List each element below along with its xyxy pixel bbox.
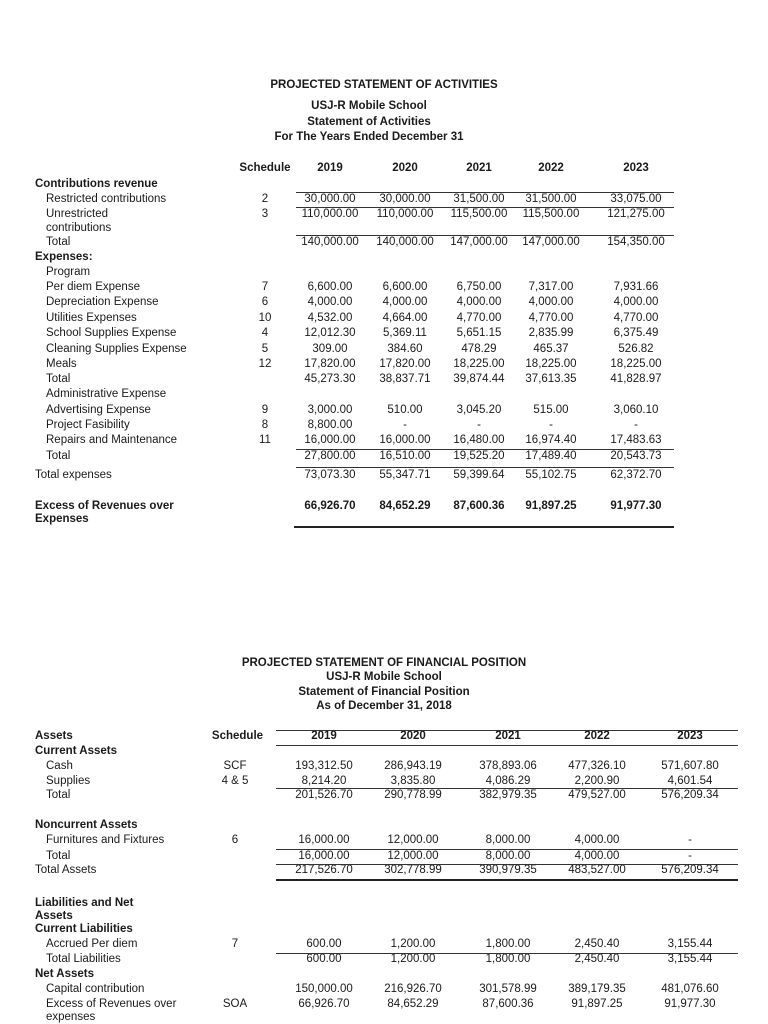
value-cell: 18,225.00: [610, 358, 662, 370]
value-cell: 600.00: [306, 938, 342, 950]
value-cell: 66,926.70: [304, 500, 356, 512]
value-cell: 1,200.00: [390, 938, 436, 950]
value-cell: 33,075.00: [610, 193, 662, 205]
value-cell: 4,664.00: [382, 312, 428, 324]
soa-org: USJ-R Mobile School: [311, 100, 427, 112]
value-cell: 478.29: [461, 343, 497, 355]
divider-line: [296, 449, 674, 450]
value-cell: 91,977.30: [610, 500, 662, 512]
section-label: Liabilities and Net: [35, 897, 134, 909]
schedule-ref: 3: [261, 208, 269, 220]
divider-line: [296, 207, 674, 208]
row-label: Unrestricted: [46, 208, 108, 220]
value-cell: 140,000.00: [301, 236, 359, 248]
schedule-header: Schedule: [239, 162, 291, 174]
row-label: Total: [46, 236, 71, 248]
year-header: 2020: [392, 162, 418, 174]
row-label: Furnitures and Fixtures: [46, 834, 165, 846]
row-label: Supplies: [46, 775, 91, 787]
divider-line: [296, 235, 674, 236]
value-cell: 4,532.00: [307, 312, 353, 324]
value-cell: 84,652.29: [387, 998, 439, 1010]
value-cell: 4,000.00: [307, 296, 353, 308]
value-cell: 55,102.75: [525, 469, 577, 481]
value-cell: 45,273.30: [304, 373, 356, 385]
value-cell: 17,820.00: [379, 358, 431, 370]
value-cell: 7,931.66: [613, 281, 659, 293]
value-cell: 481,076.60: [661, 983, 719, 995]
row-label: Total expenses: [35, 469, 112, 481]
value-cell: 477,326.10: [568, 760, 626, 772]
value-cell: 110,000.00: [376, 208, 434, 220]
value-cell: 147,000.00: [450, 236, 508, 248]
schedule-ref: 2: [261, 193, 269, 205]
value-cell: 91,897.25: [525, 500, 577, 512]
value-cell: 17,489.40: [525, 450, 577, 462]
value-cell: 2,450.40: [574, 953, 620, 965]
value-cell: 73,073.30: [304, 469, 356, 481]
value-cell: 290,778.99: [384, 789, 442, 801]
divider-line: [276, 864, 738, 865]
soa-subtitle: Statement of Activities: [307, 116, 431, 128]
value-cell: 66,926.70: [298, 998, 350, 1010]
schedule-ref: SOA: [222, 998, 248, 1010]
value-cell: 91,977.30: [664, 998, 716, 1010]
row-label: Expenses: [35, 513, 89, 525]
year-header: 2019: [311, 730, 337, 742]
row-label: Restricted contributions: [46, 193, 167, 205]
row-label: Repairs and Maintenance: [46, 434, 178, 446]
value-cell: 193,312.50: [295, 760, 353, 772]
value-cell: 2,835.99: [528, 327, 574, 339]
value-cell: 38,837.71: [379, 373, 431, 385]
row-label: Administrative Expense: [46, 388, 167, 400]
section-label: Assets: [35, 730, 73, 742]
value-cell: 115,500.00: [522, 208, 580, 220]
value-cell: 6,375.49: [613, 327, 659, 339]
value-cell: 121,275.00: [607, 208, 665, 220]
divider-line: [276, 849, 738, 850]
row-label: Depreciation Expense: [46, 296, 159, 308]
value-cell: 6,600.00: [382, 281, 428, 293]
value-cell: 20,543.73: [610, 450, 662, 462]
schedule-ref: 6: [231, 834, 239, 846]
row-label: Meals: [46, 358, 77, 370]
value-cell: 4,000.00: [456, 296, 502, 308]
schedule-ref: 11: [259, 434, 271, 446]
value-cell: 8,000.00: [485, 834, 531, 846]
value-cell: 576,209.34: [661, 789, 719, 801]
value-cell: 309.00: [312, 343, 348, 355]
value-cell: 31,500.00: [525, 193, 577, 205]
value-cell: 4,086.29: [485, 775, 531, 787]
value-cell: 16,000.00: [298, 834, 350, 846]
divider-line: [296, 467, 674, 468]
soa-heading: PROJECTED STATEMENT OF ACTIVITIES: [270, 79, 498, 91]
value-cell: 147,000.00: [522, 236, 580, 248]
value-cell: 600.00: [306, 953, 342, 965]
row-label: Total: [46, 450, 71, 462]
value-cell: 4,000.00: [574, 850, 620, 862]
value-cell: 4,770.00: [528, 312, 574, 324]
value-cell: 37,613.35: [525, 373, 577, 385]
value-cell: 4,000.00: [382, 296, 428, 308]
schedule-ref: 9: [261, 404, 269, 416]
value-cell: 16,510.00: [379, 450, 431, 462]
value-cell: 27,800.00: [304, 450, 356, 462]
value-cell: 16,974.40: [525, 434, 577, 446]
value-cell: 389,179.35: [568, 983, 626, 995]
divider-line: [276, 745, 738, 746]
year-header: 2019: [317, 162, 343, 174]
value-cell: 4,770.00: [613, 312, 659, 324]
row-label: Cash: [46, 760, 73, 772]
year-header: 2021: [466, 162, 492, 174]
row-label: Total: [46, 373, 71, 385]
value-cell: 8,000.00: [485, 850, 531, 862]
schedule-ref: 5: [261, 343, 269, 355]
value-cell: 1,800.00: [485, 938, 531, 950]
row-label: Utilities Expenses: [46, 312, 137, 324]
section-label: Current Assets: [35, 745, 118, 757]
value-cell: 18,225.00: [453, 358, 505, 370]
value-cell: 2,450.40: [574, 938, 620, 950]
year-header: 2022: [538, 162, 564, 174]
value-cell: 7,317.00: [528, 281, 574, 293]
value-cell: 154,350.00: [607, 236, 665, 248]
row-label: Total: [46, 850, 71, 862]
value-cell: 483,527.00: [568, 864, 626, 876]
value-cell: 110,000.00: [301, 208, 359, 220]
value-cell: 1,200.00: [390, 953, 436, 965]
value-cell: 19,525.20: [453, 450, 505, 462]
value-cell: 16,000.00: [298, 850, 350, 862]
value-cell: 479,527.00: [568, 789, 626, 801]
value-cell: 3,835.80: [390, 775, 436, 787]
schedule-ref: 10: [258, 312, 272, 324]
value-cell: 390,979.35: [479, 864, 537, 876]
value-cell: 16,480.00: [453, 434, 505, 446]
value-cell: 17,820.00: [304, 358, 356, 370]
value-cell: 302,778.99: [384, 864, 442, 876]
schedule-ref: 8: [261, 419, 269, 431]
divider-line: [276, 953, 738, 954]
row-label: Total: [46, 789, 71, 801]
row-label: Excess of Revenues over: [46, 998, 177, 1010]
row-label: Advertising Expense: [46, 404, 151, 416]
value-cell: 12,000.00: [387, 850, 439, 862]
value-cell: 378,893.06: [479, 760, 537, 772]
value-cell: 3,060.10: [613, 404, 659, 416]
row-label: Capital contribution: [46, 983, 145, 995]
value-cell: 3,000.00: [307, 404, 353, 416]
value-cell: 87,600.36: [453, 500, 505, 512]
row-label: Cleaning Supplies Expense: [46, 343, 187, 355]
row-label: expenses: [46, 1011, 96, 1023]
value-cell: 6,750.00: [456, 281, 502, 293]
year-header: 2023: [623, 162, 649, 174]
value-cell: 384.60: [387, 343, 423, 355]
year-header: 2023: [677, 730, 703, 742]
value-cell: 12,012.30: [304, 327, 356, 339]
row-label: Total Liabilities: [46, 953, 121, 965]
section-label: Expenses:: [35, 251, 93, 263]
schedule-ref: SCF: [223, 760, 247, 772]
value-cell: 17,483.63: [610, 434, 662, 446]
value-cell: 465.37: [533, 343, 569, 355]
row-label: School Supplies Expense: [46, 327, 177, 339]
value-cell: -: [477, 419, 481, 431]
value-cell: 16,000.00: [304, 434, 356, 446]
value-cell: 515.00: [533, 404, 569, 416]
value-cell: 84,652.29: [379, 500, 431, 512]
sfp-subtitle: Statement of Financial Position: [298, 686, 470, 698]
section-label: Net Assets: [35, 968, 95, 980]
row-label: Accrued Per diem: [46, 938, 138, 950]
value-cell: -: [549, 419, 553, 431]
value-cell: 4,000.00: [574, 834, 620, 846]
divider-line: [294, 526, 674, 528]
value-cell: 39,874.44: [453, 373, 505, 385]
value-cell: -: [634, 419, 638, 431]
schedule-ref: 7: [231, 938, 239, 950]
value-cell: 510.00: [387, 404, 423, 416]
section-label: Assets: [35, 910, 73, 922]
sfp-org: USJ-R Mobile School: [326, 671, 442, 683]
section-label: Contributions revenue: [35, 178, 158, 190]
value-cell: 382,979.35: [479, 789, 537, 801]
row-label: Project Fasibility: [46, 419, 130, 431]
section-label: Current Liabilities: [35, 923, 133, 935]
row-label: Per diem Expense: [46, 281, 140, 293]
value-cell: 91,897.25: [571, 998, 623, 1010]
row-label: Excess of Revenues over: [35, 500, 174, 512]
divider-line: [296, 192, 674, 193]
value-cell: -: [403, 419, 407, 431]
schedule-ref: 7: [261, 281, 269, 293]
value-cell: 2,200.90: [574, 775, 620, 787]
value-cell: 216,926.70: [384, 983, 442, 995]
schedule-ref: 12: [258, 358, 272, 370]
value-cell: -: [688, 850, 692, 862]
schedule-ref: 6: [261, 296, 269, 308]
value-cell: 1,800.00: [485, 953, 531, 965]
value-cell: 571,607.80: [661, 760, 719, 772]
schedule-ref: 4 & 5: [221, 775, 249, 787]
value-cell: 18,225.00: [525, 358, 577, 370]
value-cell: 8,214.20: [301, 775, 347, 787]
value-cell: 115,500.00: [450, 208, 508, 220]
divider-line: [276, 788, 738, 789]
value-cell: 16,000.00: [379, 434, 431, 446]
value-cell: 140,000.00: [376, 236, 434, 248]
value-cell: 30,000.00: [304, 193, 356, 205]
row-label: Program: [46, 266, 91, 278]
value-cell: 4,000.00: [528, 296, 574, 308]
year-header: 2020: [400, 730, 426, 742]
value-cell: -: [688, 834, 692, 846]
value-cell: 286,943.19: [384, 760, 442, 772]
sfp-period: As of December 31, 2018: [316, 700, 452, 712]
section-label: Noncurrent Assets: [35, 819, 138, 831]
divider-line: [276, 730, 738, 731]
value-cell: 87,600.36: [482, 998, 534, 1010]
value-cell: 31,500.00: [453, 193, 505, 205]
year-header: 2022: [584, 730, 610, 742]
value-cell: 526.82: [618, 343, 654, 355]
value-cell: 3,045.20: [456, 404, 502, 416]
value-cell: 150,000.00: [295, 983, 353, 995]
divider-line: [276, 879, 738, 881]
value-cell: 62,372.70: [610, 469, 662, 481]
value-cell: 55,347.71: [379, 469, 431, 481]
schedule-ref: 4: [261, 327, 269, 339]
value-cell: 6,600.00: [307, 281, 353, 293]
sfp-heading: PROJECTED STATEMENT OF FINANCIAL POSITION: [241, 657, 527, 669]
row-label: Total Assets: [35, 864, 97, 876]
value-cell: 41,828.97: [610, 373, 662, 385]
value-cell: 4,601.54: [667, 775, 713, 787]
value-cell: 4,000.00: [613, 296, 659, 308]
value-cell: 301,578.99: [479, 983, 537, 995]
schedule-header: Schedule: [211, 730, 264, 742]
year-header: 2021: [495, 730, 521, 742]
value-cell: 12,000.00: [387, 834, 439, 846]
value-cell: 201,526.70: [295, 789, 353, 801]
value-cell: 576,209.34: [661, 864, 719, 876]
value-cell: 59,399.64: [453, 469, 505, 481]
value-cell: 217,526.70: [295, 864, 353, 876]
row-label: contributions: [46, 222, 112, 234]
soa-period: For The Years Ended December 31: [274, 131, 464, 143]
value-cell: 3,155.44: [667, 953, 713, 965]
value-cell: 3,155.44: [667, 938, 713, 950]
value-cell: 5,369.11: [383, 327, 427, 339]
value-cell: 8,800.00: [307, 419, 353, 431]
value-cell: 5,651.15: [456, 327, 502, 339]
value-cell: 4,770.00: [456, 312, 502, 324]
value-cell: 30,000.00: [379, 193, 431, 205]
